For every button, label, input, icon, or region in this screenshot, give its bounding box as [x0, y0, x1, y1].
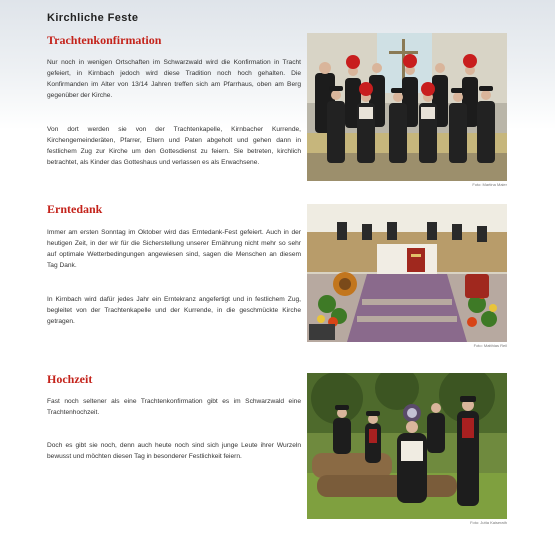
photo-credit: Foto: Matthias Reil	[473, 343, 507, 348]
section-paragraph: In Kirnbach wird dafür jedes Jahr ein Erntekranz angefertigt und in festlichem Zug, begleitet von der Trachtenkapelle und der Kurrende, in die geschmückte Kirche getragen.	[47, 296, 301, 325]
photo-credit: Foto: Jutta Kaiserath	[470, 520, 507, 525]
section-paragraph: Immer am ersten Sonntag im Oktober wird das Erntedank-Fest gefeiert. Auch in der heutigen Zeit, in der wir für die Sicherstellung unserer Ernährung nicht mehr so sehr auf optimale Wetterbedingungen angewiesen sind, sagen die Menschen an diesem Tag Dank.	[47, 229, 301, 269]
section-paragraph: Von dort werden sie von der Trachtenkapelle, Kirnbacher Kurrende, Kirchengemeinderäten, Pfarrer, Eltern und Paten abgeholt und gehen dann in festlichem Zug zur Kirche um den Gottesdienst zu feiern. Sie betreten, kirchlich betrachtet, als Kinder das Gotteshaus und verlassen es als Erwachsene.	[47, 126, 301, 166]
section-paragraph: Fast noch seltener als eine Trachtenkonfirmation gibt es im Schwarzwald eine Trachtenhochzeit.	[47, 398, 301, 416]
section-paragraph: Doch es gibt sie noch, denn auch heute noch sind sich junge Leute ihrer Wurzeln bewusst und möchten diesen Tag in besonderer Festlichkeit feiern.	[47, 442, 301, 460]
hochzeit-photo	[307, 373, 507, 519]
section-title-hochzeit: Hochzeit	[47, 372, 93, 386]
photo-credit: Foto: Martina Maier	[472, 182, 507, 187]
konfirmation-photo	[307, 33, 507, 181]
section-paragraph: Nur noch in wenigen Ortschaften im Schwarzwald wird die Konfirmation in Tracht gefeiert, in Kirnbach jedoch wird diese Tradition noch hoch gehalten. Die Konfirmanden im Alter von 13/14 Jahren treffen sich am Pfarrhaus, oben am Berg gegenüber der Kirche.	[47, 59, 301, 99]
section-title-erntedank: Erntedank	[47, 202, 103, 216]
erntedank-photo	[307, 204, 507, 342]
section-title-trachtenkonfirmation: Trachtenkonfirmation	[47, 33, 162, 47]
page-header: Kirchliche Feste	[47, 12, 139, 24]
